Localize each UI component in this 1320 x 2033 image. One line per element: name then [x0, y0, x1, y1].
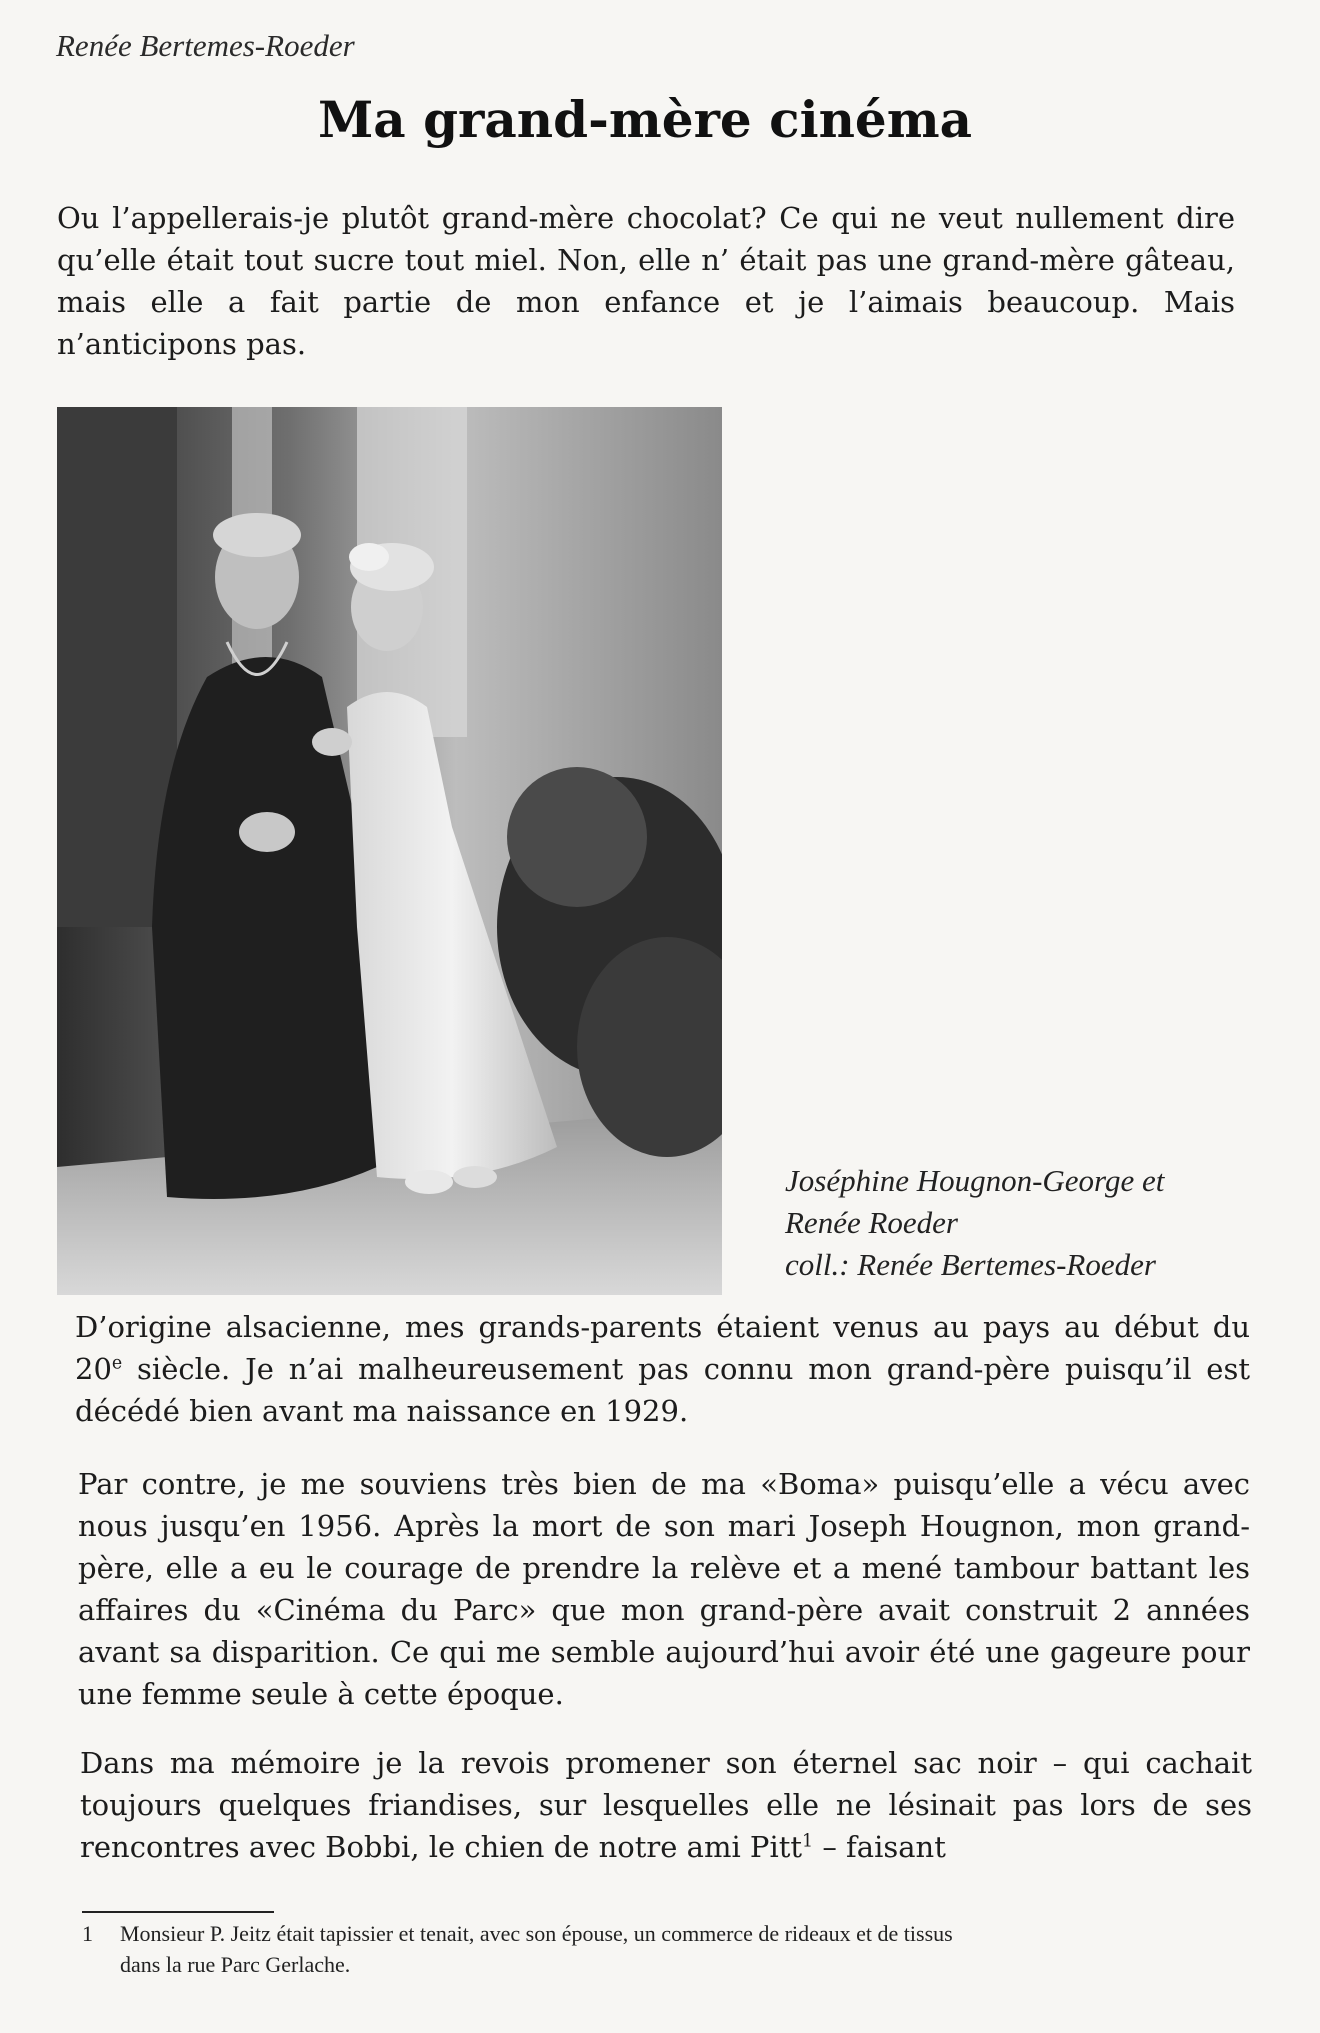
footnote-number: 1	[82, 1921, 93, 1946]
paragraph-origins	[75, 1306, 1250, 1432]
footnote-line-1: Monsieur P. Jeitz était tapissier et tenait, avec son épouse, un commerce de rideaux et de tissus	[120, 1921, 953, 1946]
footnote	[82, 1918, 1262, 1980]
footnote-line-2: dans la rue Parc Gerlache.	[120, 1952, 351, 1977]
paragraph-origins-text-a: D’origine alsacienne, mes grands-parents étaient venus au pays au début du 20	[75, 1310, 1250, 1386]
photo-image-icon	[57, 407, 722, 1295]
caption-line-2: Renée Roeder	[785, 1205, 958, 1240]
paragraph-intro: Ou l’appellerais-je plutôt grand-mère chocolat? Ce qui ne veut nullement dire qu’elle était tout sucre tout miel. Non, elle n’ était pas une grand-mère gâteau, mais elle a fait partie de mon enfance et je l’aimais beaucoup. Mais n’anticipons pas.	[57, 201, 1235, 361]
article-title: Ma grand-mère cinéma	[317, 90, 973, 149]
caption-line-3: coll.: Renée Bertemes-Roeder	[785, 1247, 1156, 1282]
paragraph-memory	[80, 1742, 1252, 1868]
author-name: Renée Bertemes-Roeder	[56, 28, 355, 63]
photo-caption	[785, 1160, 1265, 1286]
paragraph-memory-text-b: – faisant	[813, 1830, 946, 1864]
photograph-grandmother-and-girl	[57, 407, 722, 1295]
paragraph-boma: Par contre, je me souviens très bien de ma «Boma» puisqu’elle a vécu avec nous jusqu’en 1956. Après la mort de son mari Joseph Hougnon, mon grand-père, elle a eu le courage de prendre la relève et a mené tambour battant les affaires du «Cinéma du Parc» que mon grand-père avait construit 2 années avant sa disparition. Ce qui me semble aujourd’hui avoir été une gageure pour une femme seule à cette époque.	[78, 1467, 1250, 1711]
paragraph-origins-text-b: siècle. Je n’ai malheureusement pas connu mon grand-père puisqu’il est décédé bien avant ma naissance en 1929.	[75, 1352, 1250, 1428]
paragraph-memory-text-a: Dans ma mémoire je la revois promener son éternel sac noir – qui cachait toujours quelques friandises, sur lesquelles elle ne lésinait pas lors de ses rencontres avec Bobbi, le chien de notre ami Pitt	[80, 1746, 1252, 1864]
footnote-divider	[82, 1911, 274, 1913]
footnote-reference[interactable]: 1	[802, 1831, 814, 1852]
caption-line-1: Joséphine Hougnon-George et	[785, 1163, 1165, 1198]
ordinal-superscript: e	[111, 1353, 123, 1374]
